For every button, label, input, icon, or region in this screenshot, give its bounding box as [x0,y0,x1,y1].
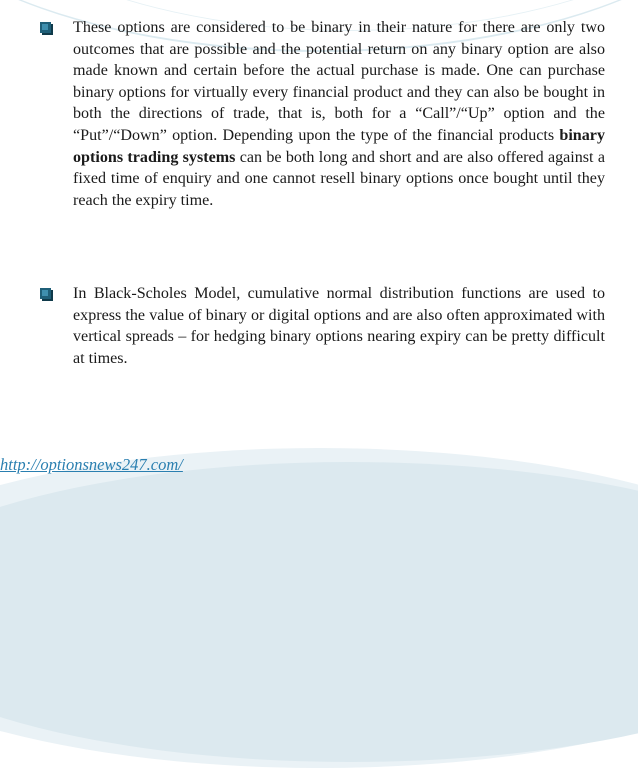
bullet-text [73,17,605,211]
decorative-wave-bottom-inner [0,462,638,762]
square-bullet-icon [40,22,51,33]
bullet-text-bold: binary options trading systems [73,126,605,166]
footer-link[interactable]: http://optionsnews247.com/ [0,455,183,474]
bullet-text-part: can be both long and short and are also offered against a fixed time of enquiry and one cannot resell binary options once bought until they reach the expiry time. [73,148,605,209]
bullet-point-black-scholes [40,283,605,369]
bullet-text: In Black-Scholes Model, cumulative normal distribution functions are used to express the value of binary or digital options and are also often approximated with vertical spreads – for hedging binary options nearing expiry can be pretty difficult at times. [73,285,605,367]
bullet-point-binary-options [40,17,605,211]
square-bullet-icon [40,288,51,299]
bullet-text-part: These options are considered to be binary in their nature for there are only two outcomes that are possible and the potential return on any binary option are also made known and certain before the actual purchase is made. One can purchase binary options for virtually every financial product and they can also be bought in both the directions of trade, that is, both for a “Call”/“Up” option and the “Put”/“Down” option. Depending upon the type of the financial products [73,19,605,144]
